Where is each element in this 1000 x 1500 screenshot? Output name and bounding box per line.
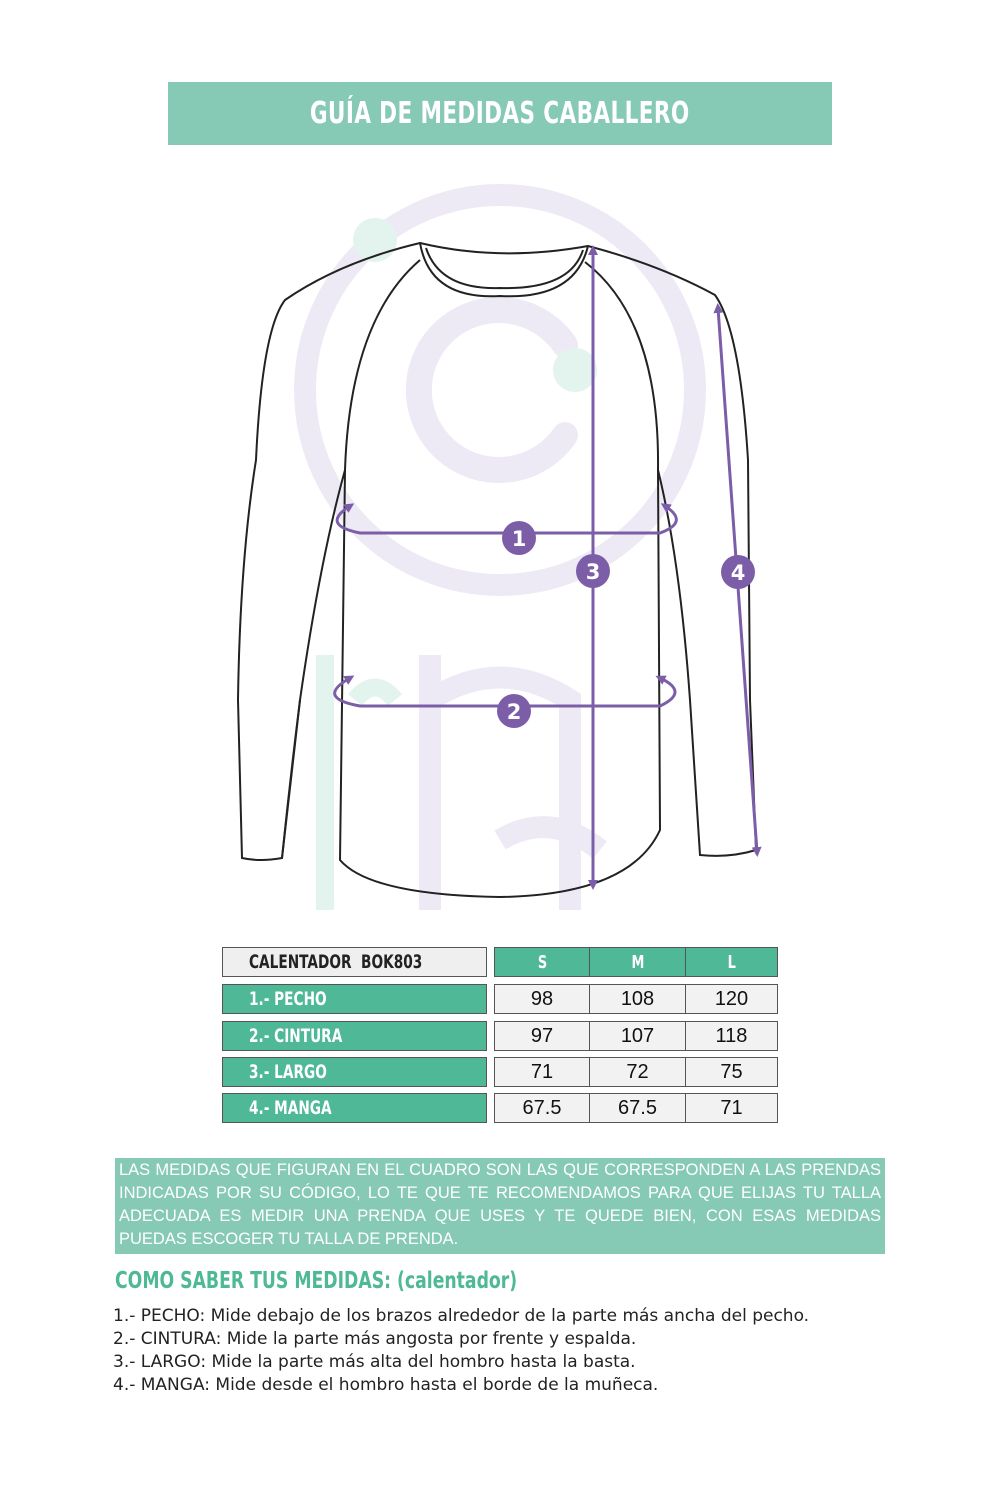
step-manga: 4.- MANGA: Mide desde el hombro hasta el borde de la muñeca. [113, 1375, 659, 1395]
table-product-cell [222, 947, 487, 977]
svg-text:2: 2 [506, 700, 522, 724]
value-largo-s: 71 [494, 1057, 590, 1087]
step-pecho: 1.- PECHO: Mide debajo de los brazos alrededor de la parte más ancha del pecho. [113, 1306, 810, 1326]
value-cintura-s: 97 [494, 1021, 590, 1051]
value-largo-m: 72 [589, 1057, 686, 1087]
product-code: BOK803 [361, 951, 423, 973]
value-pecho-l: 120 [685, 984, 778, 1014]
sizing-note: LAS MEDIDAS QUE FIGURAN EN EL CUADRO SON LAS QUE CORRESPONDEN A LAS PRENDAS INDICADAS POR SU CÓDIGO, LO TE QUE TE RECOMENDAMOS PARA QUE ELIJAS TU TALLA ADECUADA ES MEDIR UNA PRENDA QUE USES Y TE QUEDE BIEN, CON ESAS MEDIDAS PUEDAS ESCOGER TU TALLA DE PRENDA. [115, 1158, 885, 1254]
garment-diagram [200, 170, 800, 910]
product-label: CALENTADOR BOK803 [249, 951, 423, 973]
step-largo: 3.- LARGO: Mide la parte más alta del hombro hasta la basta. [113, 1352, 636, 1372]
page-title: GUÍA DE MEDIDAS CABALLERO [310, 96, 690, 131]
value-pecho-m: 108 [589, 984, 686, 1014]
marker-3 [576, 554, 610, 588]
svg-text:4: 4 [730, 561, 746, 585]
row-label-pecho: 1.- PECHO [222, 984, 487, 1014]
row-label-largo: 3.- LARGO [222, 1057, 487, 1087]
svg-text:3: 3 [585, 560, 601, 584]
step-cintura: 2.- CINTURA: Mide la parte más angosta por frente y espalda. [113, 1329, 637, 1349]
value-cintura-m: 107 [589, 1021, 686, 1051]
value-manga-l: 71 [685, 1093, 778, 1123]
size-header-m: M [589, 947, 686, 977]
value-pecho-s: 98 [494, 984, 590, 1014]
size-header-s: S [494, 947, 590, 977]
marker-2 [497, 694, 531, 728]
howto-title: COMO SABER TUS MEDIDAS: (calentador) [115, 1268, 518, 1294]
title-banner [168, 82, 832, 145]
svg-text:1: 1 [511, 527, 527, 551]
value-cintura-l: 118 [685, 1021, 778, 1051]
value-manga-s: 67.5 [494, 1093, 590, 1123]
marker-4 [721, 555, 755, 589]
value-manga-m: 67.5 [589, 1093, 686, 1123]
row-label-manga: 4.- MANGA [222, 1093, 487, 1123]
size-header-l: L [685, 947, 778, 977]
row-label-cintura: 2.- CINTURA [222, 1021, 487, 1051]
watermark-logo [305, 195, 695, 910]
marker-1 [502, 521, 536, 555]
howto-steps [113, 1305, 809, 1397]
value-largo-l: 75 [685, 1057, 778, 1087]
